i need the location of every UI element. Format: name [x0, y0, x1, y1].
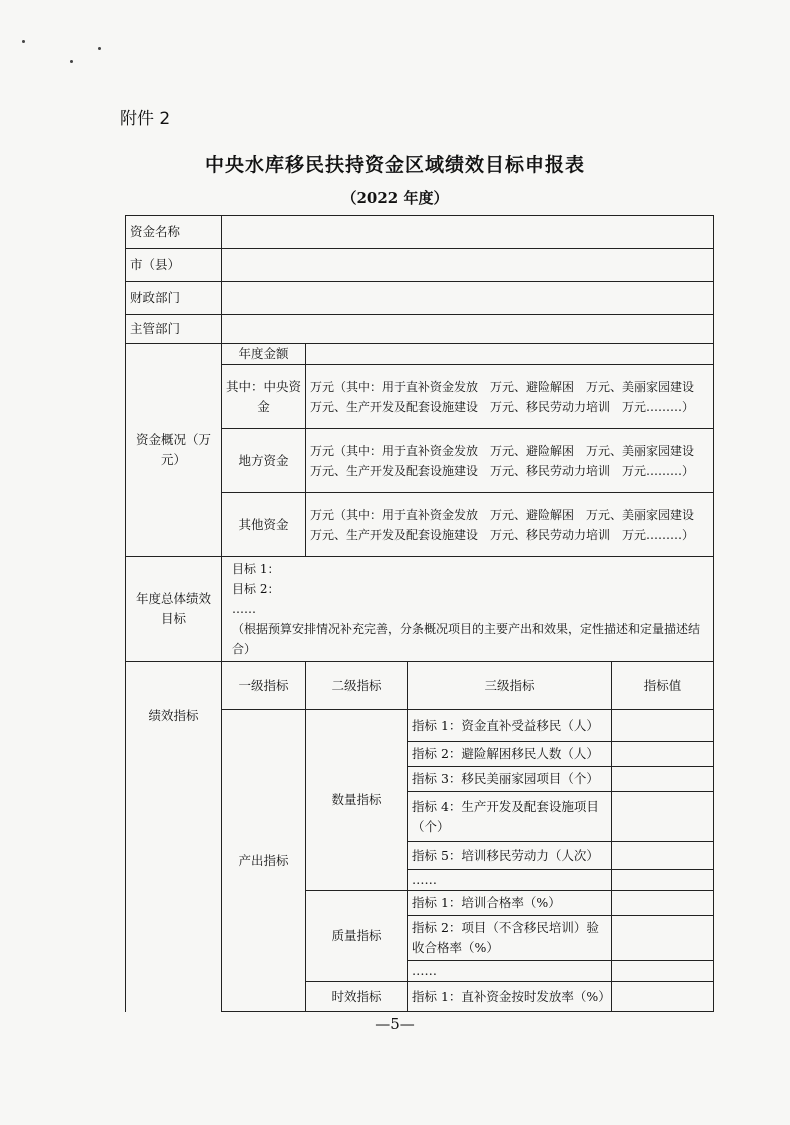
- annual-amount-row: [126, 344, 714, 365]
- finance-dept-label: 财政部门: [126, 282, 222, 315]
- quality-item-1: 指标 1：培训合格率（%）: [408, 891, 612, 916]
- header-level3: 三级指标: [408, 662, 612, 710]
- quantity-item-4: 指标 4：生产开发及配套设施项目（个）: [408, 792, 612, 842]
- form-title: 中央水库移民扶持资金区域绩效目标申报表: [204, 154, 585, 176]
- city-row: [126, 249, 714, 282]
- form-year: （2022 年度）: [341, 189, 449, 207]
- quantity-item-2: 指标 2：避险解困移民人数（人）: [408, 742, 612, 767]
- timeliness-item-1: 指标 1：直补资金按时发放率（%）: [408, 982, 612, 1012]
- quality-item-ellipsis-value[interactable]: [612, 961, 714, 982]
- other-fund-label: 其他资金: [222, 493, 306, 557]
- performance-form-table: [125, 215, 714, 1012]
- annual-goals-label: 年度总体绩效目标: [126, 557, 222, 662]
- timeliness-item-1-value[interactable]: [612, 982, 714, 1012]
- supervisor-dept-label: 主管部门: [126, 315, 222, 344]
- central-fund-breakdown[interactable]: 万元（其中：用于直补资金发放 万元、避险解困 万元、美丽家园建设 万元、生产开发及配套设施建设 万元、移民劳动力培训 万元………）: [306, 365, 714, 429]
- output-indicator-label: 产出指标: [222, 710, 306, 1012]
- funds-overview-label: 资金概况（万元）: [126, 344, 222, 557]
- central-fund-label: 其中：中央资金: [222, 365, 306, 429]
- quantity-item-3-value[interactable]: [612, 767, 714, 792]
- quantity-indicator-label: 数量指标: [306, 710, 408, 891]
- finance-dept-field[interactable]: [222, 282, 714, 315]
- annual-goals-field[interactable]: [222, 557, 714, 662]
- indicator-header-row: [126, 662, 714, 710]
- goal-2: 目标 2：: [232, 582, 280, 596]
- fund-name-field[interactable]: [222, 216, 714, 249]
- quality-indicator-label: 质量指标: [306, 891, 408, 982]
- indicators-label: 绩效指标: [126, 662, 222, 1012]
- quantity-item-3: 指标 3：移民美丽家园项目（个）: [408, 767, 612, 792]
- page-number: —5—: [375, 1015, 415, 1033]
- quality-item-ellipsis: ……: [408, 961, 612, 982]
- header-value: 指标值: [612, 662, 714, 710]
- header-level1: 一级指标: [222, 662, 306, 710]
- header-level2: 二级指标: [306, 662, 408, 710]
- goal-description: （根据预算安排情况补充完善，分条概况项目的主要产出和效果，定性描述和定量描述结合）: [232, 622, 701, 656]
- attachment-label: 附件 2: [120, 109, 171, 129]
- city-county-field[interactable]: [222, 249, 714, 282]
- local-fund-label: 地方资金: [222, 429, 306, 493]
- quality-item-2: 指标 2：项目（不含移民培训）验收合格率（%）: [408, 916, 612, 961]
- quantity-item-2-value[interactable]: [612, 742, 714, 767]
- quantity-item-5-value[interactable]: [612, 842, 714, 870]
- annual-goals-row: [126, 557, 714, 662]
- quantity-item-1: 指标 1：资金直补受益移民（人）: [408, 710, 612, 742]
- timeliness-indicator-label: 时效指标: [306, 982, 408, 1012]
- fund-name-row: [126, 216, 714, 249]
- quality-item-2-value[interactable]: [612, 916, 714, 961]
- supervisor-dept-field[interactable]: [222, 315, 714, 344]
- city-county-label: 市（县）: [126, 249, 222, 282]
- quantity-item-ellipsis-value[interactable]: [612, 870, 714, 891]
- quantity-item-4-value[interactable]: [612, 792, 714, 842]
- quantity-item-1-value[interactable]: [612, 710, 714, 742]
- other-fund-breakdown[interactable]: 万元（其中：用于直补资金发放 万元、避险解困 万元、美丽家园建设 万元、生产开发及配套设施建设 万元、移民劳动力培训 万元………）: [306, 493, 714, 557]
- fund-name-label: 资金名称: [126, 216, 222, 249]
- annual-amount-label: 年度金额: [222, 344, 306, 365]
- annual-amount-field[interactable]: [306, 344, 714, 365]
- supervisor-dept-row: [126, 315, 714, 344]
- finance-dept-row: [126, 282, 714, 315]
- goal-1: 目标 1：: [232, 562, 280, 576]
- quality-item-1-value[interactable]: [612, 891, 714, 916]
- goal-ellipsis: ……: [232, 602, 256, 616]
- quantity-item-5: 指标 5：培训移民劳动力（人次）: [408, 842, 612, 870]
- quantity-item-ellipsis: ……: [408, 870, 612, 891]
- local-fund-breakdown[interactable]: 万元（其中：用于直补资金发放 万元、避险解困 万元、美丽家园建设 万元、生产开发及配套设施建设 万元、移民劳动力培训 万元………）: [306, 429, 714, 493]
